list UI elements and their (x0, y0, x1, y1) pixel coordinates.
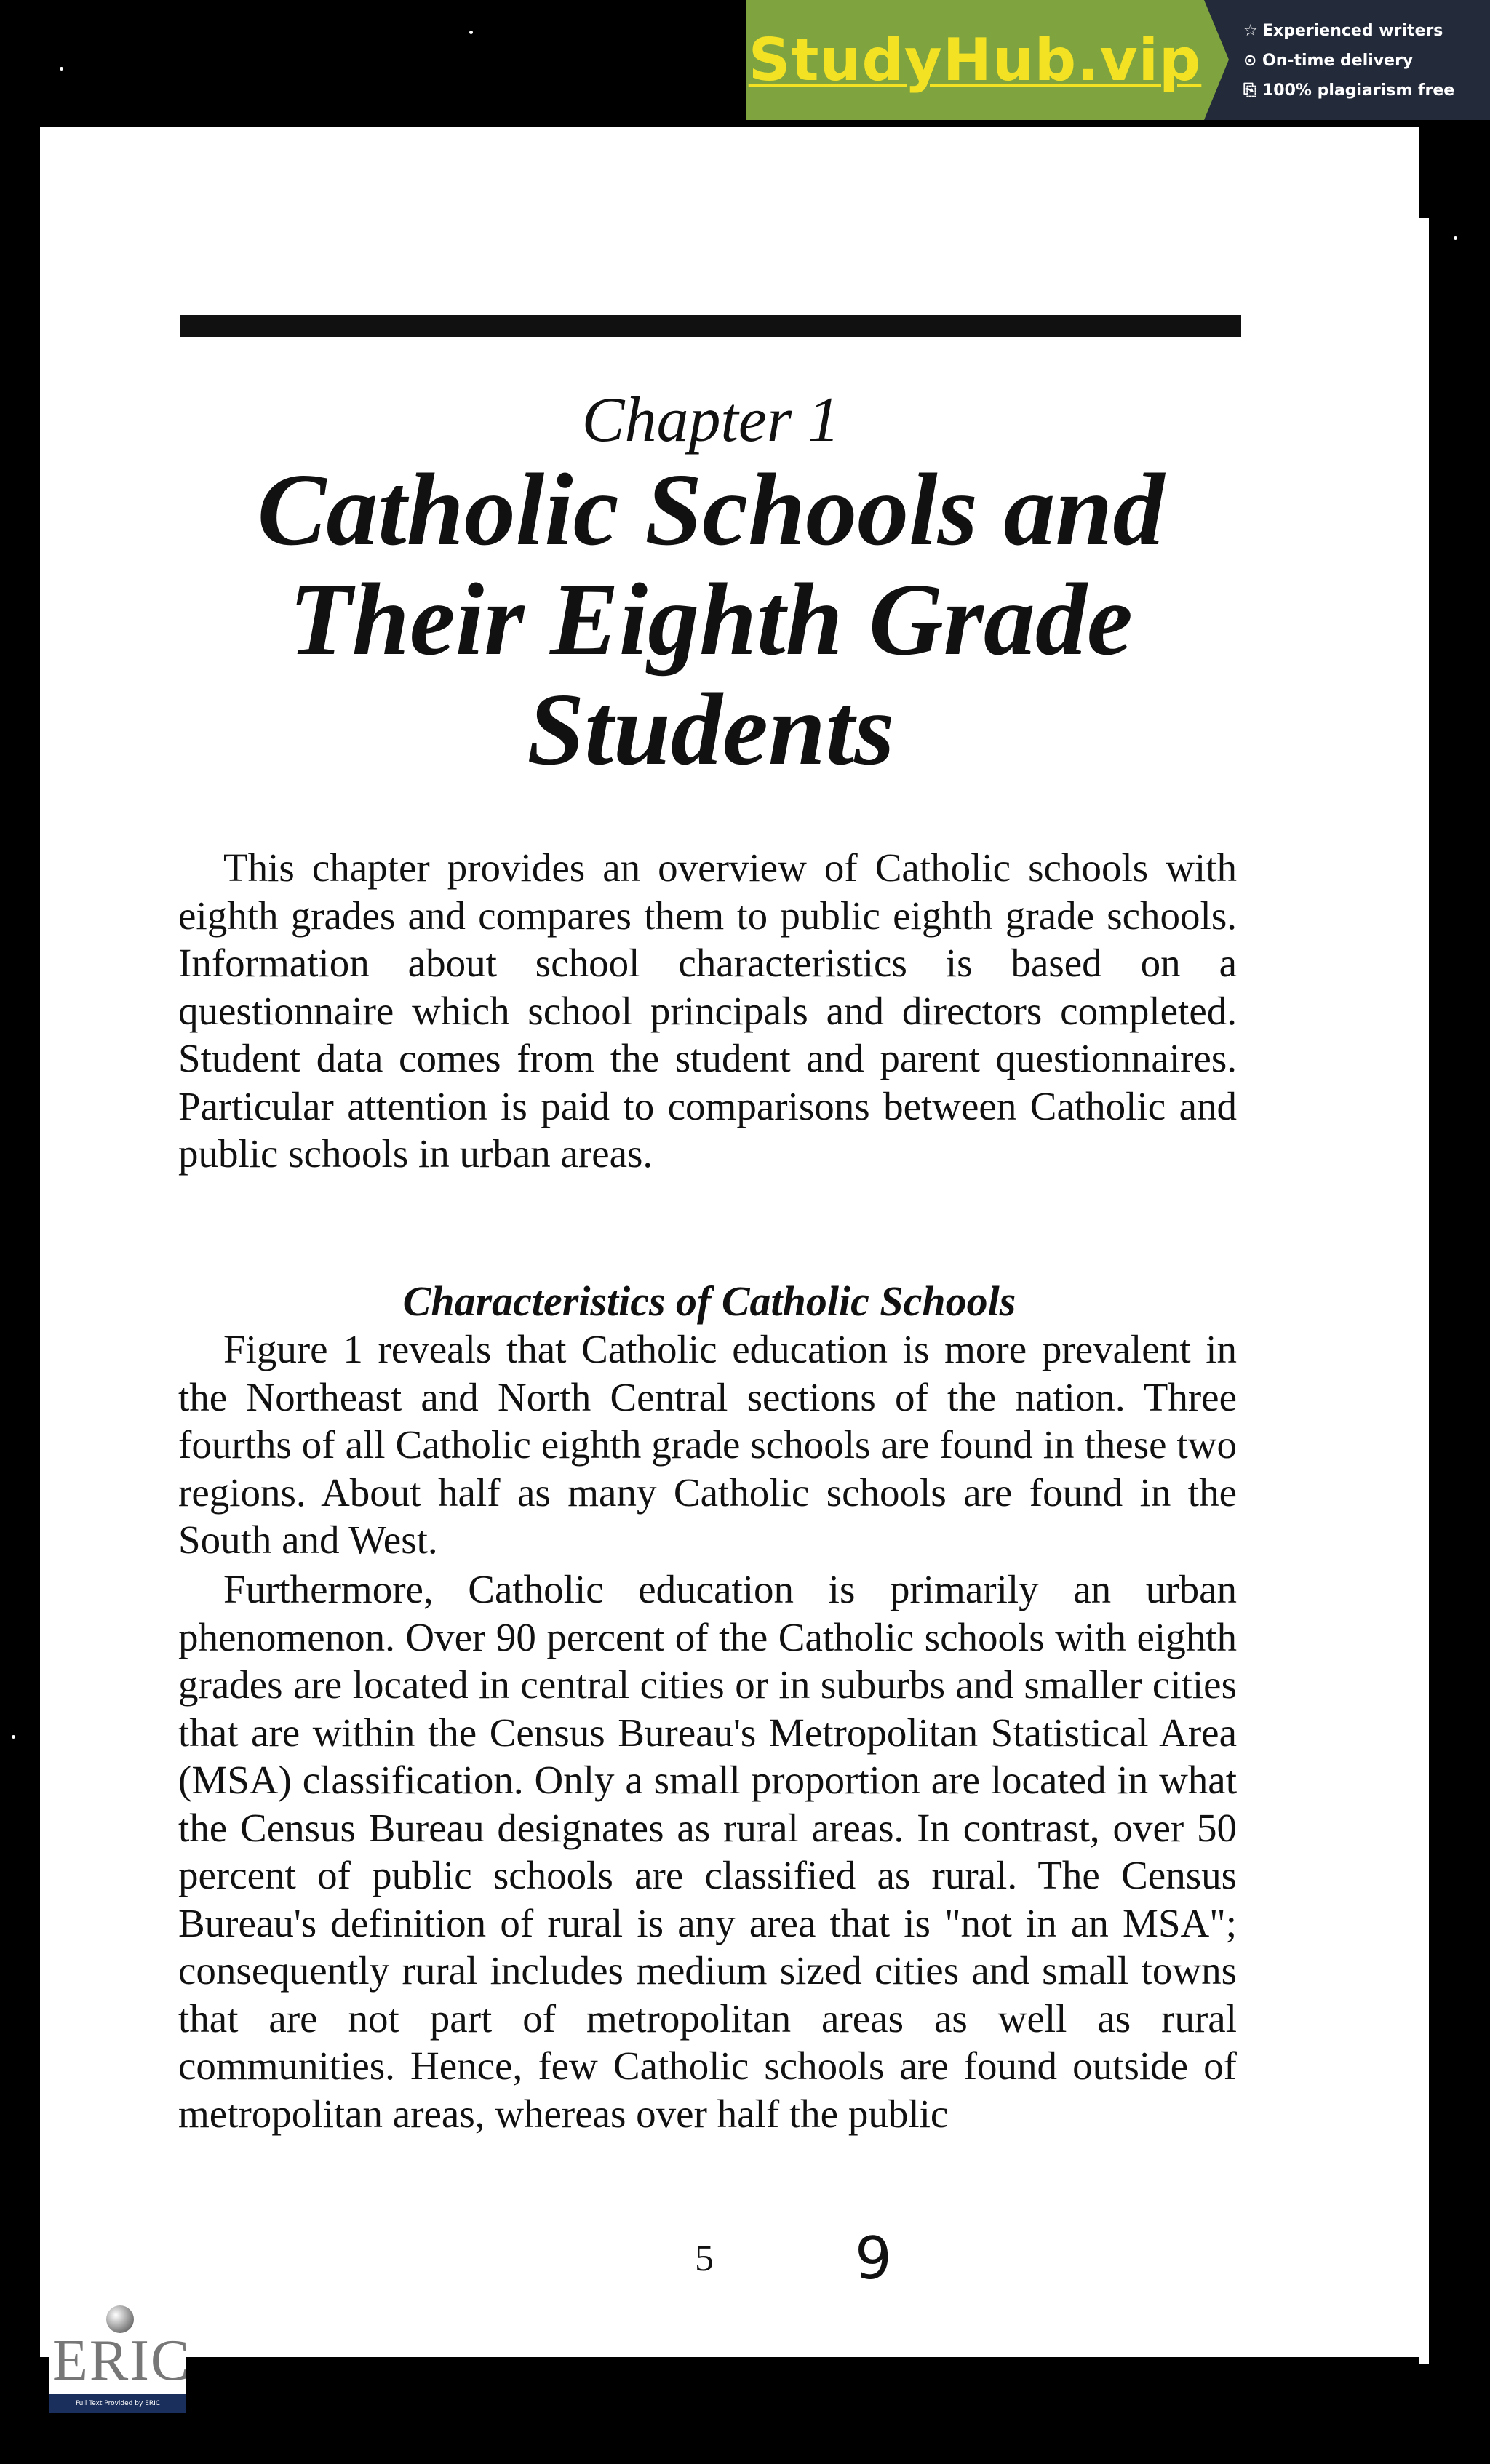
studyhub-logo-text: StudyHub.vip (748, 26, 1202, 94)
chapter-rule (180, 315, 1241, 337)
feature-label: Experienced writers (1262, 22, 1443, 40)
feature-item (1243, 46, 1483, 76)
feature-label: On-time delivery (1262, 52, 1414, 70)
feature-item (1243, 16, 1483, 46)
feature-label: 100% plagiarism free (1262, 81, 1455, 100)
scan-speck (60, 67, 63, 71)
scan-speck (1454, 236, 1457, 240)
paragraph-urban: Furthermore, Catholic education is primarily an urban phenomenon. Over 90 percent of the Catholic schools with eighth grades are located in central cities or in suburbs and smaller cities that are within the Census Bureau's Metropolitan Statistical Area (MSA) classification. Only a small proportion are located in what the Census Bureau designates as rural areas. In contrast, over 50 percent of public schools are classified as rural. The Census Bureau's definition of rural is any area that is "not in an MSA"; consequently rural includes medium sized cities and small towns that are not part of metropolitan areas as well as rural communities. Hence, few Catholic schools are found outside of metropolitan areas, whereas over half the public (178, 1567, 1237, 2136)
star-icon: ☆ (1243, 22, 1258, 40)
scan-speck (469, 31, 473, 34)
scan-speck (44, 2204, 47, 2208)
scan-page-number: 9 (855, 2225, 892, 2292)
banner-feature-list (1243, 16, 1483, 105)
section-heading: Characteristics of Catholic Schools (402, 1277, 1016, 1325)
scan-speck (12, 1735, 15, 1739)
clock-icon: ⊙ (1243, 52, 1257, 70)
document-icon: ⎘ (1243, 81, 1256, 100)
page-number: 5 (695, 2238, 714, 2279)
chapter-title: Catholic Schools and Their Eighth Grade Students (257, 452, 1165, 786)
paragraph-regions: Figure 1 reveals that Catholic education is more prevalent in the Northeast and North Central sections of the nation. Three fourths of all Catholic eighth grade schools are found in these two regions. About half as many Catholic schools are found in the South and West. (178, 1327, 1237, 1562)
studyhub-banner (746, 0, 1490, 120)
eric-logo-subtext: Full Text Provided by ERIC (49, 2394, 186, 2413)
eric-logo (49, 2302, 191, 2413)
paragraph-intro: This chapter provides an overview of Catholic schools with eighth grades and compares them to public eighth grade schools. Information about school characteristics is based on a questionnaire which school principals and directors completed. Student data comes from the student and parent questionnaires. Particular attention is paid to comparisons between Catholic and public schools in urban areas. (178, 845, 1237, 1176)
studyhub-logo-link[interactable] (746, 0, 1204, 120)
banner-chevron (1204, 0, 1229, 120)
feature-item (1243, 76, 1483, 105)
eric-logo-word: ERIC (52, 2329, 191, 2393)
page-edge (1419, 218, 1429, 2364)
chapter-label: Chapter 1 (581, 385, 840, 455)
